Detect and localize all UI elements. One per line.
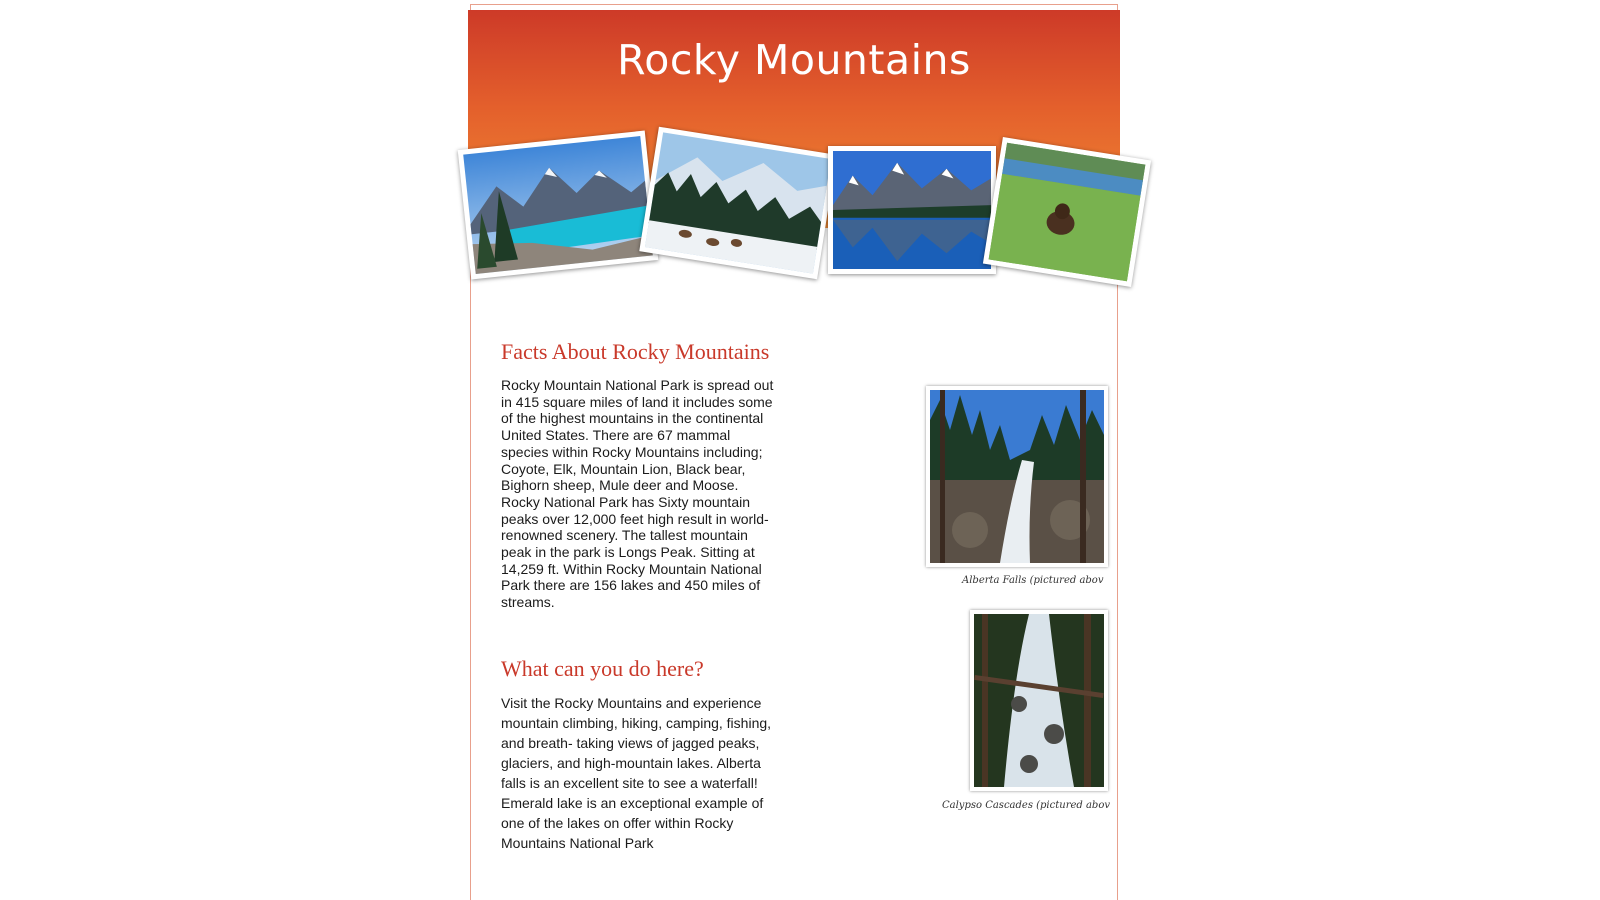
alberta-falls-image	[926, 386, 1108, 567]
grizzly-bear-photo-icon	[989, 143, 1146, 281]
banner-photo-reflection	[828, 146, 996, 274]
waterfall-photo-icon	[930, 390, 1104, 563]
activities-paragraph: Visit the Rocky Mountains and experience mountain climbing, hiking, camping, fishing, and breath- taking views of jagged peaks, glaciers, and high-mountain lakes. Alberta falls is an excellent site to see a waterfall! Emerald lake is an exceptional example of one of the lakes on offer within Rocky Mountains National Park	[501, 695, 772, 851]
banner-photo-lake	[458, 131, 659, 280]
lake-mountain-photo-icon	[463, 136, 653, 274]
facts-heading: Facts About Rocky Mountains	[501, 339, 770, 364]
reflection-lake-photo-icon	[833, 151, 991, 269]
cascade-photo-icon	[974, 614, 1104, 787]
alberta-falls-caption: Alberta Falls (pictured abov	[962, 575, 1104, 586]
facts-paragraph: Rocky Mountain National Park is spread out in 415 square miles of land it includes some of the highest mountains in the continental United States. There are 67 mammal species within Rocky Mountains including; Coyote, Elk, Mountain Lion, Black bear, Bighorn sheep, Mule deer and Moose. Rocky National Park has Sixty mountain peaks over 12,000 feet high result in world-renowned scenery. The tallest mountain peak in the park is Longs Peak. Sitting at 14,259 ft. Within Rocky Mountain National Park there are 156 lakes and 450 miles of streams.	[501, 377, 774, 611]
banner-photo-bear	[983, 137, 1151, 287]
page-title: Rocky Mountains	[617, 36, 971, 84]
calypso-cascades-image	[970, 610, 1108, 791]
elk-forest-photo-icon	[645, 132, 831, 273]
activities-heading: What can you do here?	[501, 656, 704, 681]
calypso-cascades-caption: Calypso Cascades (pictured abov	[942, 800, 1111, 811]
